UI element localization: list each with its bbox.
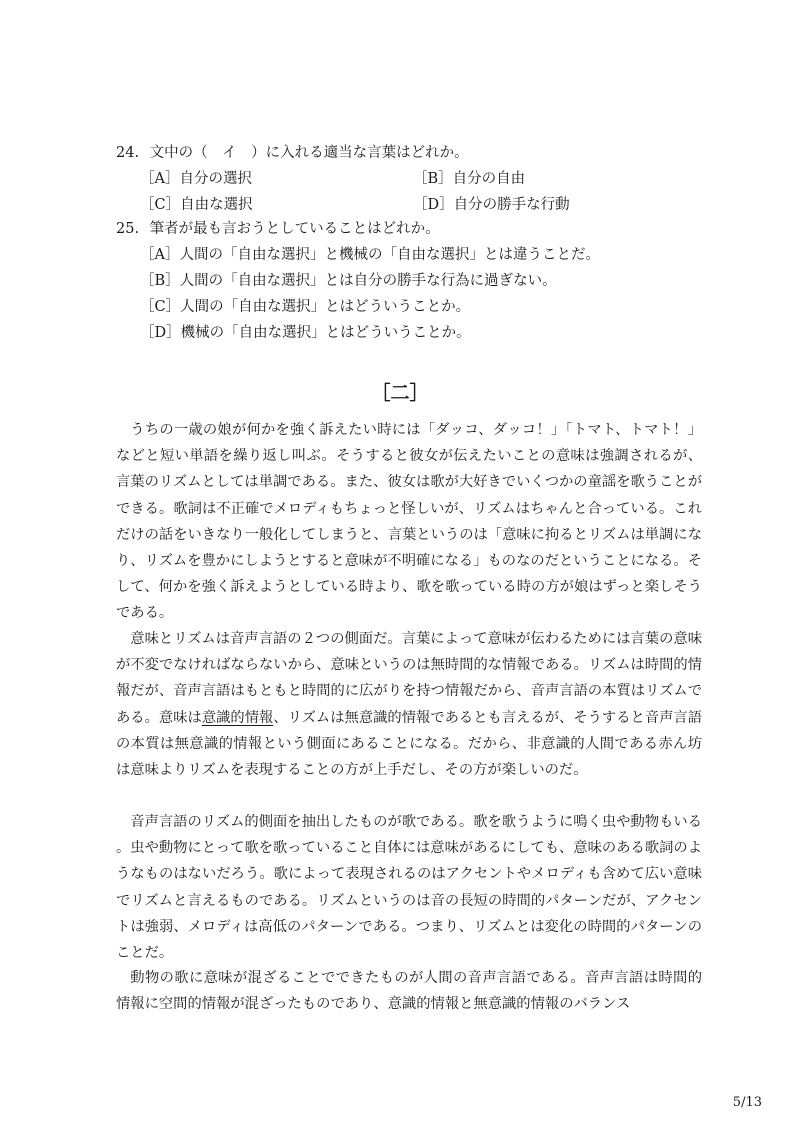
paragraph-4: 動物の歌に意味が混ざることでできたものが人間の音声言語である。音声言語は時間的情報に空間的情報が混ざったものであり、意識的情報と無意識的情報のバランス: [116, 970, 702, 1013]
q24-option-c: ［C］自由な選択: [140, 197, 253, 213]
q25-option-b: ［B］人間の「自由な選択」とは自分の勝手な行為に過ぎない。: [140, 273, 557, 289]
q24-option-b: ［B］自分の自由: [413, 171, 526, 187]
question-number: 25.: [116, 221, 140, 237]
q25-option-c: ［C］人間の「自由な選択」とはどういうことか。: [140, 299, 471, 315]
paragraph-3: 音声言語のリズム的側面を抽出したものが歌である。歌を歌うように鳴く虫や動物もいる。虫や動物にとって歌を歌っていること自体には意味があるにしても、意味のある歌詞のようなものはないだろう。歌によって表現されるのはアクセントやメロディも含めて広い意味でリズムと言えるものである。リズムというのは音の長短の時間的パターンだが、アクセントは強弱、メロディは高低のパターンである。つまり、リズムとは変化の時間的パターンのことだ。: [116, 814, 702, 962]
q24-option-a: ［A］自分の選択: [140, 171, 252, 187]
q25-option-d: ［D］機械の「自由な選択」とはどういうことか。: [140, 325, 471, 341]
question-number: 24.: [116, 145, 140, 161]
question-text: 筆者が最も言おうとしていることはどれか。: [149, 221, 440, 237]
page-number: 5/13: [732, 1095, 762, 1110]
question-text: 文中の（ イ ）に入れる適当な言葉はどれか。: [149, 145, 469, 161]
q25-option-a: ［A］人間の「自由な選択」と機械の「自由な選択」とは違うことだ。: [140, 247, 600, 263]
question-25: [116, 219, 440, 239]
q24-option-d: ［D］自分の勝手な行動: [413, 197, 570, 213]
question-24: [116, 143, 469, 163]
paragraph-2: 意味とリズムは音声言語の２つの側面だ。言葉によって意味が伝わるためには言葉の意味が不変でなければならないから、意味というのは無時間的な情報である。リズムは時間的情報だが、音声言語はもともと時間的に広がりを持つ情報だから、音声言語の本質はリズムである。意味は意識的情報、リズムは無意識的情報であるとも言えるが、そうすると音声言語の本質は無意識的情報という側面にあることになる。だから、非意識的人間である赤ん坊は意味よりリズムを表現することの方が上手だし、その方が楽しいのだ。: [116, 631, 703, 779]
section-title: ［二］: [371, 382, 429, 404]
paragraph-1: うちの一歳の娘が何かを強く訴えたい時には「ダッコ、ダッコ！」「トマト、トマト！」などと短い単語を繰り返し叫ぶ。そうすると彼女が伝えたいことの意味は強調されるが、言葉のリズムとしては単調である。また、彼女は歌が大好きでいくつかの童謡を歌うことができる。歌詞は不正確でメロディもちょっと怪しいが、リズムはちゃんと合っている。これだけの話をいきなり一般化してしまうと、言葉というのは「意味に拘るとリズムは単調になり、リズムを豊かにしようとすると意味が不明確になる」ものなのだということになる。そして、何かを強く訴えようとしている時より、歌を歌っている時の方が娘はずっと楽しそうである。: [116, 422, 702, 622]
underlined-term: 意識的情報: [201, 709, 274, 726]
